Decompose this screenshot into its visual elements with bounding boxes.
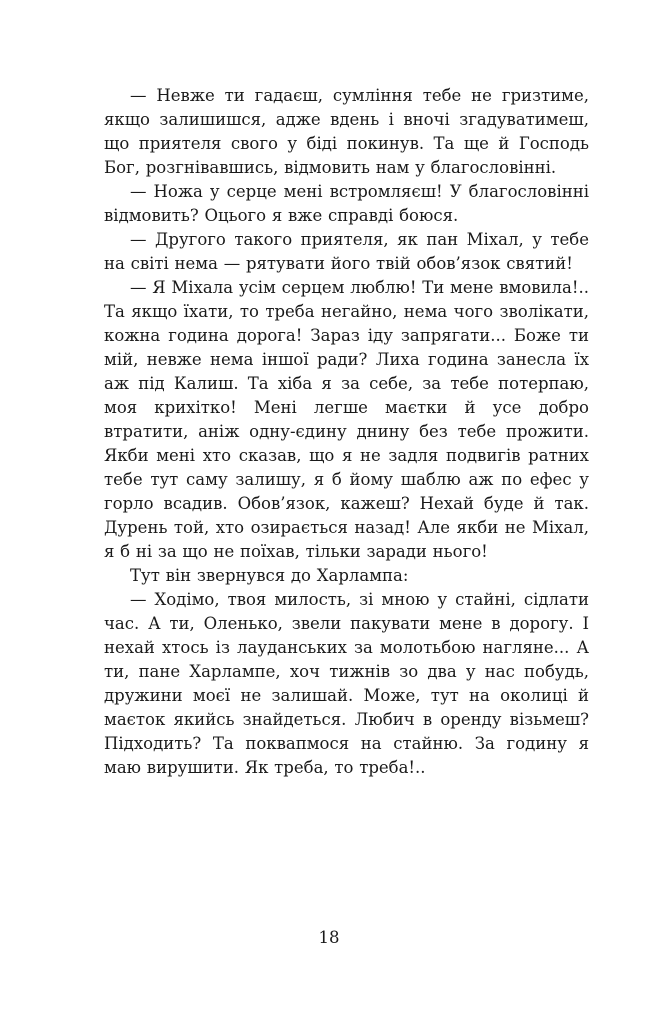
paragraph: — Ножа у серце мені встромляєш! У благословінні відмовить? Оцього я вже справді боюся.	[104, 182, 589, 225]
paragraph: — Другого такого приятеля, як пан Міхал, у тебе на світі нема — рятувати його твій обов’язок святий!	[104, 230, 589, 273]
paragraph: — Я Міхала усім серцем люблю! Ти мене вмовила!.. Та якщо їхати, то треба негайно, нема чого зволікати, кожна година дорога! Зараз іду запрягати... Боже ти мій, невже нема іншої ради? Лиха година занесла їх аж під Калиш. Та хіба я за себе, за тебе потерпаю, моя крихітко! Мені легше маєтки й усе добро втратити, аніж одну-єдину днину без тебе прожити. Якби мені хто сказав, що я не задля подвигів ратних тебе тут саму залишу, я б йому шаблю аж по ефес у горло всадив. Обов’язок, кажеш? Нехай буде й так. Дурень той, хто озирається назад! Але якби не Міхал, я б ні за що не поїхав, тільки заради нього!	[104, 278, 589, 561]
paragraph: — Невже ти гадаєш, сумління тебе не гризтиме, якщо залишишся, адже вдень і вночі згадуватимеш, що приятеля свого у біді покинув. Та ще й Господь Бог, розгнівавшись, відмовить нам у благословінні.	[104, 86, 589, 177]
paragraph: — Ходімо, твоя милость, зі мною у стайні, сідлати час. А ти, Оленько, звели пакувати мене в дорогу. І нехай хтось із лауданських за молотьбою нагляне... А ти, пане Харлампе, хоч тижнів зо два у нас побудь, дружини моєї не залишай. Може, тут на околиці й маєток якийсь знайдеться. Любич в оренду візьмеш? Підходить? Та поквапмося на стайню. За годину я маю вирушити. Як треба, то треба!..	[104, 590, 589, 777]
main-text	[104, 84, 589, 780]
page-number: 18	[318, 928, 340, 947]
paragraph: Тут він звернувся до Харлампа:	[130, 566, 409, 585]
